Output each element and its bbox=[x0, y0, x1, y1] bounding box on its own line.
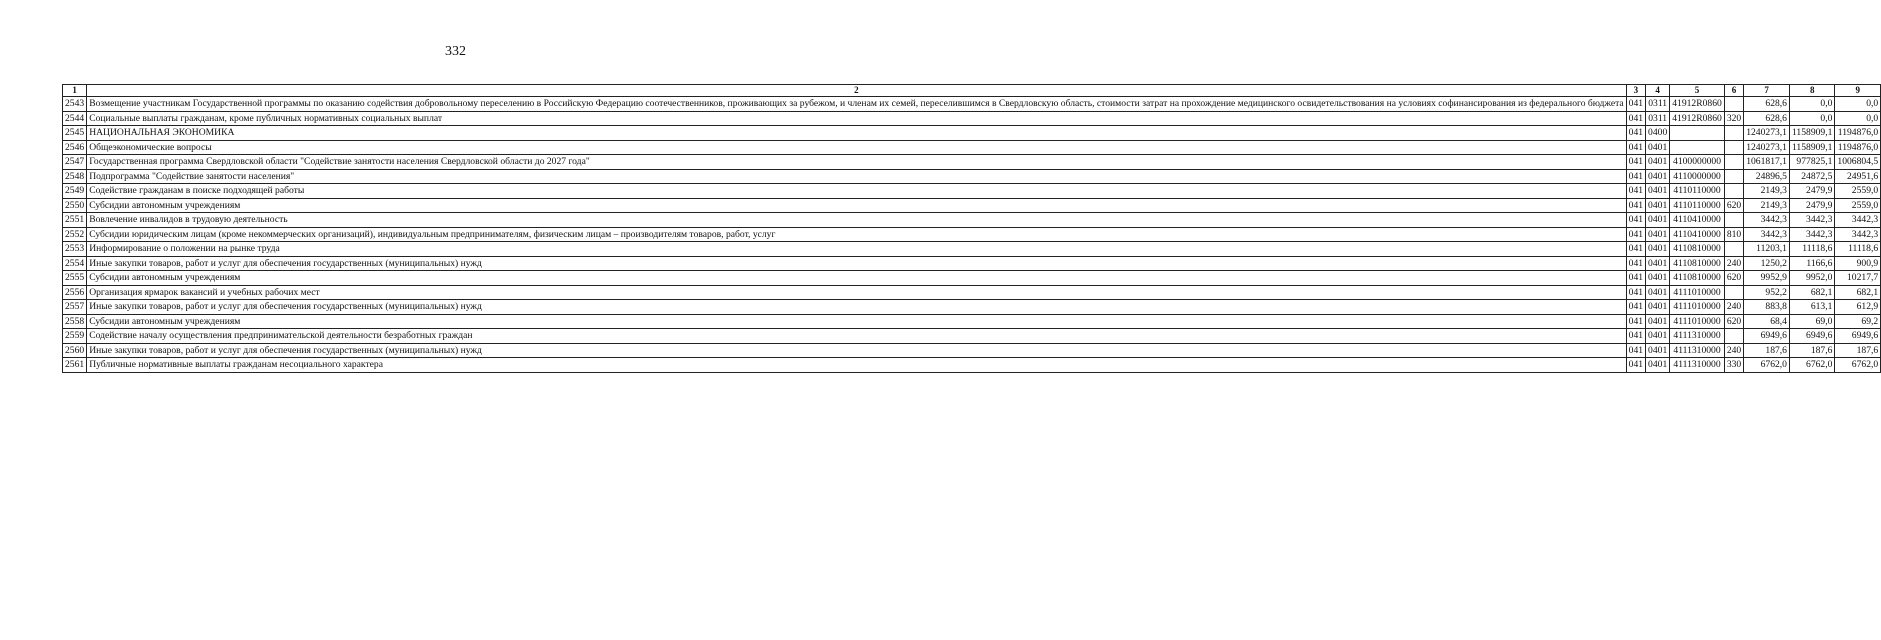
cell-code-4: 0400 bbox=[1646, 126, 1670, 141]
cell-code-4: 0401 bbox=[1646, 213, 1670, 228]
cell-code-4: 0311 bbox=[1646, 111, 1670, 126]
cell-amount-7: 11203,1 bbox=[1744, 242, 1790, 257]
cell-code-6: 240 bbox=[1724, 300, 1743, 315]
cell-code-3: 041 bbox=[1626, 314, 1645, 329]
cell-amount-8: 1158909,1 bbox=[1789, 140, 1834, 155]
cell-amount-9: 1194876,0 bbox=[1835, 126, 1881, 141]
col-header-3: 3 bbox=[1626, 85, 1645, 97]
cell-code-5: 4110410000 bbox=[1670, 227, 1725, 242]
cell-description: Субсидии автономным учреждениям bbox=[87, 198, 1626, 213]
cell-code-3: 041 bbox=[1626, 213, 1645, 228]
cell-description: Вовлечение инвалидов в трудовую деятельность bbox=[87, 213, 1626, 228]
cell-amount-9: 3442,3 bbox=[1835, 213, 1881, 228]
cell-description: НАЦИОНАЛЬНАЯ ЭКОНОМИКА bbox=[87, 126, 1626, 141]
cell-code-4: 0401 bbox=[1646, 285, 1670, 300]
cell-code-5: 4111010000 bbox=[1670, 314, 1725, 329]
cell-row-number: 2546 bbox=[63, 140, 87, 155]
cell-code-4: 0401 bbox=[1646, 198, 1670, 213]
cell-amount-8: 11118,6 bbox=[1789, 242, 1834, 257]
cell-amount-7: 2149,3 bbox=[1744, 198, 1790, 213]
cell-code-5: 4111310000 bbox=[1670, 343, 1725, 358]
cell-code-6: 620 bbox=[1724, 271, 1743, 286]
cell-description: Общеэкономические вопросы bbox=[87, 140, 1626, 155]
table-row bbox=[63, 97, 1881, 112]
cell-amount-7: 6762,0 bbox=[1744, 358, 1790, 373]
cell-description: Иные закупки товаров, работ и услуг для обеспечения государственных (муниципальных) нужд bbox=[87, 256, 1626, 271]
col-header-1: 1 bbox=[63, 85, 87, 97]
table-row bbox=[63, 285, 1881, 300]
col-header-4: 4 bbox=[1646, 85, 1670, 97]
cell-row-number: 2560 bbox=[63, 343, 87, 358]
cell-code-3: 041 bbox=[1626, 343, 1645, 358]
cell-code-3: 041 bbox=[1626, 155, 1645, 170]
cell-code-4: 0401 bbox=[1646, 140, 1670, 155]
cell-amount-9: 6949,6 bbox=[1835, 329, 1881, 344]
cell-description: Информирование о положении на рынке труда bbox=[87, 242, 1626, 257]
table-row bbox=[63, 126, 1881, 141]
cell-code-5: 4111010000 bbox=[1670, 300, 1725, 315]
cell-code-4: 0401 bbox=[1646, 242, 1670, 257]
cell-amount-9: 69,2 bbox=[1835, 314, 1881, 329]
table-row bbox=[63, 358, 1881, 373]
cell-code-3: 041 bbox=[1626, 169, 1645, 184]
cell-amount-9: 682,1 bbox=[1835, 285, 1881, 300]
cell-row-number: 2552 bbox=[63, 227, 87, 242]
cell-code-5: 4110000000 bbox=[1670, 169, 1725, 184]
cell-amount-8: 2479,9 bbox=[1789, 184, 1834, 199]
cell-amount-9: 24951,6 bbox=[1835, 169, 1881, 184]
cell-amount-9: 1194876,0 bbox=[1835, 140, 1881, 155]
cell-code-4: 0401 bbox=[1646, 343, 1670, 358]
cell-amount-8: 3442,3 bbox=[1789, 213, 1834, 228]
cell-amount-7: 187,6 bbox=[1744, 343, 1790, 358]
cell-code-5: 41912R0860 bbox=[1670, 111, 1725, 126]
cell-code-4: 0401 bbox=[1646, 155, 1670, 170]
cell-code-4: 0401 bbox=[1646, 300, 1670, 315]
cell-code-6: 810 bbox=[1724, 227, 1743, 242]
cell-code-5 bbox=[1670, 126, 1725, 141]
cell-code-6 bbox=[1724, 97, 1743, 112]
cell-code-5: 4110810000 bbox=[1670, 242, 1725, 257]
cell-code-5: 4111310000 bbox=[1670, 329, 1725, 344]
table-row bbox=[63, 111, 1881, 126]
cell-row-number: 2561 bbox=[63, 358, 87, 373]
cell-code-3: 041 bbox=[1626, 242, 1645, 257]
cell-description: Государственная программа Свердловской области "Содействие занятости населения Свердловской области до 2027 года" bbox=[87, 155, 1626, 170]
cell-code-3: 041 bbox=[1626, 140, 1645, 155]
cell-row-number: 2550 bbox=[63, 198, 87, 213]
cell-amount-8: 977825,1 bbox=[1789, 155, 1834, 170]
cell-amount-8: 6762,0 bbox=[1789, 358, 1834, 373]
cell-amount-8: 3442,3 bbox=[1789, 227, 1834, 242]
col-header-6: 6 bbox=[1724, 85, 1743, 97]
cell-amount-7: 1250,2 bbox=[1744, 256, 1790, 271]
col-header-8: 8 bbox=[1789, 85, 1834, 97]
cell-amount-8: 6949,6 bbox=[1789, 329, 1834, 344]
cell-amount-8: 9952,0 bbox=[1789, 271, 1834, 286]
table-row bbox=[63, 271, 1881, 286]
cell-amount-7: 628,6 bbox=[1744, 97, 1790, 112]
cell-code-3: 041 bbox=[1626, 111, 1645, 126]
cell-code-6: 620 bbox=[1724, 314, 1743, 329]
cell-code-6 bbox=[1724, 126, 1743, 141]
cell-row-number: 2545 bbox=[63, 126, 87, 141]
table-row bbox=[63, 184, 1881, 199]
cell-description: Субсидии автономным учреждениям bbox=[87, 314, 1626, 329]
cell-amount-8: 0,0 bbox=[1789, 111, 1834, 126]
col-header-9: 9 bbox=[1835, 85, 1881, 97]
cell-amount-9: 3442,3 bbox=[1835, 227, 1881, 242]
page-number: 332 bbox=[445, 44, 466, 59]
cell-code-5: 4110410000 bbox=[1670, 213, 1725, 228]
cell-amount-9: 612,9 bbox=[1835, 300, 1881, 315]
cell-code-5: 4110810000 bbox=[1670, 271, 1725, 286]
cell-amount-7: 1061817,1 bbox=[1744, 155, 1790, 170]
cell-amount-9: 0,0 bbox=[1835, 111, 1881, 126]
cell-code-3: 041 bbox=[1626, 184, 1645, 199]
cell-code-3: 041 bbox=[1626, 97, 1645, 112]
table-row bbox=[63, 343, 1881, 358]
cell-amount-9: 2559,0 bbox=[1835, 198, 1881, 213]
cell-row-number: 2554 bbox=[63, 256, 87, 271]
cell-amount-8: 1166,6 bbox=[1789, 256, 1834, 271]
cell-amount-7: 883,8 bbox=[1744, 300, 1790, 315]
cell-amount-7: 6949,6 bbox=[1744, 329, 1790, 344]
cell-amount-7: 1240273,1 bbox=[1744, 140, 1790, 155]
table-row bbox=[63, 300, 1881, 315]
cell-amount-8: 2479,9 bbox=[1789, 198, 1834, 213]
cell-description: Иные закупки товаров, работ и услуг для обеспечения государственных (муниципальных) нужд bbox=[87, 343, 1626, 358]
cell-row-number: 2547 bbox=[63, 155, 87, 170]
cell-code-3: 041 bbox=[1626, 227, 1645, 242]
cell-amount-7: 3442,3 bbox=[1744, 213, 1790, 228]
cell-amount-7: 9952,9 bbox=[1744, 271, 1790, 286]
cell-code-3: 041 bbox=[1626, 285, 1645, 300]
cell-code-5: 4110810000 bbox=[1670, 256, 1725, 271]
cell-code-6 bbox=[1724, 184, 1743, 199]
cell-amount-8: 24872,5 bbox=[1789, 169, 1834, 184]
cell-code-3: 041 bbox=[1626, 256, 1645, 271]
cell-code-3: 041 bbox=[1626, 358, 1645, 373]
table-row bbox=[63, 329, 1881, 344]
cell-code-4: 0401 bbox=[1646, 227, 1670, 242]
cell-code-3: 041 bbox=[1626, 198, 1645, 213]
cell-code-6 bbox=[1724, 155, 1743, 170]
cell-code-4: 0401 bbox=[1646, 184, 1670, 199]
cell-description: Содействие гражданам в поиске подходящей работы bbox=[87, 184, 1626, 199]
cell-description: Содействие началу осуществления предпринимательской деятельности безработных граждан bbox=[87, 329, 1626, 344]
cell-amount-7: 1240273,1 bbox=[1744, 126, 1790, 141]
cell-code-5: 4110110000 bbox=[1670, 184, 1725, 199]
cell-code-5: 4110110000 bbox=[1670, 198, 1725, 213]
cell-amount-8: 0,0 bbox=[1789, 97, 1834, 112]
budget-table bbox=[62, 84, 1881, 373]
cell-code-6: 240 bbox=[1724, 256, 1743, 271]
cell-code-4: 0401 bbox=[1646, 169, 1670, 184]
cell-description: Иные закупки товаров, работ и услуг для обеспечения государственных (муниципальных) нужд bbox=[87, 300, 1626, 315]
cell-code-6 bbox=[1724, 242, 1743, 257]
cell-description: Субсидии юридическим лицам (кроме некоммерческих организаций), индивидуальным предпринимателям, физическим лицам – производителям товаров, работ, услуг bbox=[87, 227, 1626, 242]
cell-amount-9: 10217,7 bbox=[1835, 271, 1881, 286]
cell-row-number: 2555 bbox=[63, 271, 87, 286]
cell-amount-9: 187,6 bbox=[1835, 343, 1881, 358]
cell-description: Социальные выплаты гражданам, кроме публичных нормативных социальных выплат bbox=[87, 111, 1626, 126]
cell-description: Субсидии автономным учреждениям bbox=[87, 271, 1626, 286]
cell-code-3: 041 bbox=[1626, 300, 1645, 315]
cell-amount-9: 11118,6 bbox=[1835, 242, 1881, 257]
cell-amount-9: 2559,0 bbox=[1835, 184, 1881, 199]
cell-amount-7: 952,2 bbox=[1744, 285, 1790, 300]
cell-code-6 bbox=[1724, 285, 1743, 300]
col-header-5: 5 bbox=[1670, 85, 1725, 97]
cell-code-4: 0311 bbox=[1646, 97, 1670, 112]
cell-amount-7: 24896,5 bbox=[1744, 169, 1790, 184]
table-row bbox=[63, 140, 1881, 155]
table-row bbox=[63, 242, 1881, 257]
cell-code-4: 0401 bbox=[1646, 271, 1670, 286]
cell-row-number: 2543 bbox=[63, 97, 87, 112]
col-header-2: 2 bbox=[87, 85, 1626, 97]
cell-code-4: 0401 bbox=[1646, 256, 1670, 271]
cell-amount-8: 613,1 bbox=[1789, 300, 1834, 315]
cell-code-6 bbox=[1724, 140, 1743, 155]
cell-code-5 bbox=[1670, 140, 1725, 155]
cell-description: Возмещение участникам Государственной программы по оказанию содействия добровольному переселению в Российскую Федерацию соотечественников, проживающих за рубежом, и членам их семей, переселившимся в Свердловскую область, стоимости затрат на прохождение медицинского освидетельствования на условиях софинансирования из федерального бюджета bbox=[87, 97, 1626, 112]
cell-code-6 bbox=[1724, 213, 1743, 228]
cell-row-number: 2558 bbox=[63, 314, 87, 329]
cell-amount-8: 682,1 bbox=[1789, 285, 1834, 300]
table-row bbox=[63, 198, 1881, 213]
header-row bbox=[63, 85, 1881, 97]
table-body bbox=[63, 97, 1881, 373]
table-row bbox=[63, 169, 1881, 184]
table-row bbox=[63, 314, 1881, 329]
table-row bbox=[63, 227, 1881, 242]
cell-code-5: 4111310000 bbox=[1670, 358, 1725, 373]
cell-code-3: 041 bbox=[1626, 271, 1645, 286]
cell-code-6: 620 bbox=[1724, 198, 1743, 213]
cell-amount-8: 1158909,1 bbox=[1789, 126, 1834, 141]
cell-description: Подпрограмма "Содействие занятости населения" bbox=[87, 169, 1626, 184]
cell-amount-7: 3442,3 bbox=[1744, 227, 1790, 242]
cell-code-6 bbox=[1724, 329, 1743, 344]
cell-amount-7: 628,6 bbox=[1744, 111, 1790, 126]
cell-amount-9: 6762,0 bbox=[1835, 358, 1881, 373]
cell-amount-7: 68,4 bbox=[1744, 314, 1790, 329]
cell-code-6: 240 bbox=[1724, 343, 1743, 358]
cell-code-3: 041 bbox=[1626, 126, 1645, 141]
cell-code-4: 0401 bbox=[1646, 314, 1670, 329]
table-row bbox=[63, 155, 1881, 170]
cell-code-5: 4100000000 bbox=[1670, 155, 1725, 170]
cell-amount-9: 900,9 bbox=[1835, 256, 1881, 271]
cell-row-number: 2557 bbox=[63, 300, 87, 315]
col-header-7: 7 bbox=[1744, 85, 1790, 97]
cell-code-3: 041 bbox=[1626, 329, 1645, 344]
cell-code-5: 4111010000 bbox=[1670, 285, 1725, 300]
cell-row-number: 2559 bbox=[63, 329, 87, 344]
cell-row-number: 2548 bbox=[63, 169, 87, 184]
cell-description: Организация ярмарок вакансий и учебных рабочих мест bbox=[87, 285, 1626, 300]
cell-row-number: 2549 bbox=[63, 184, 87, 199]
cell-amount-9: 0,0 bbox=[1835, 97, 1881, 112]
cell-row-number: 2556 bbox=[63, 285, 87, 300]
cell-amount-7: 2149,3 bbox=[1744, 184, 1790, 199]
table-row bbox=[63, 256, 1881, 271]
cell-amount-9: 1006804,5 bbox=[1835, 155, 1881, 170]
cell-row-number: 2553 bbox=[63, 242, 87, 257]
table-row bbox=[63, 213, 1881, 228]
cell-code-6: 330 bbox=[1724, 358, 1743, 373]
cell-row-number: 2544 bbox=[63, 111, 87, 126]
cell-code-5: 41912R0860 bbox=[1670, 97, 1725, 112]
cell-amount-8: 69,0 bbox=[1789, 314, 1834, 329]
cell-code-6 bbox=[1724, 169, 1743, 184]
cell-description: Публичные нормативные выплаты гражданам несоциального характера bbox=[87, 358, 1626, 373]
cell-code-6: 320 bbox=[1724, 111, 1743, 126]
cell-amount-8: 187,6 bbox=[1789, 343, 1834, 358]
cell-code-4: 0401 bbox=[1646, 329, 1670, 344]
cell-row-number: 2551 bbox=[63, 213, 87, 228]
cell-code-4: 0401 bbox=[1646, 358, 1670, 373]
